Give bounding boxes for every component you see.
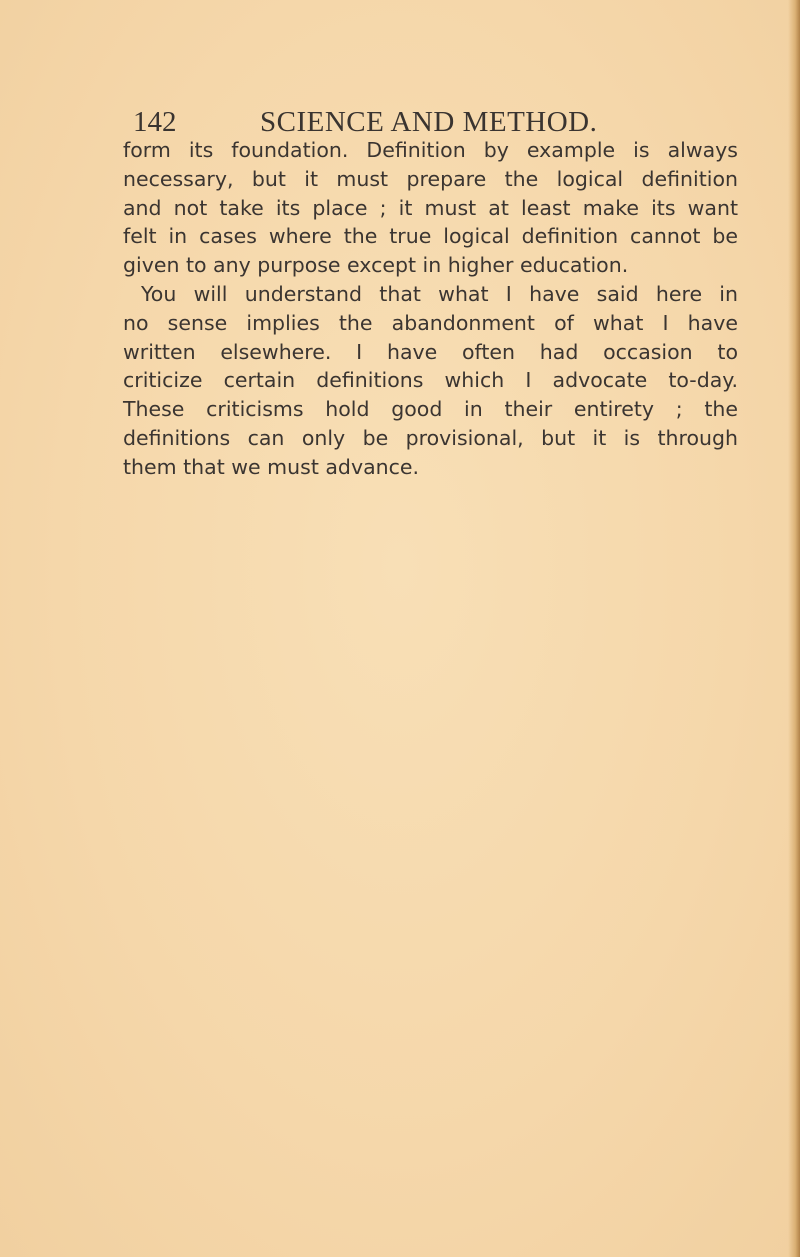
text-line: criticize certain definitions which I advocate to-day. <box>123 368 738 393</box>
text-line: form its foundation. Definition by example is always <box>123 138 738 162</box>
page-edge-shadow <box>788 0 800 1257</box>
page-number: 142 <box>133 106 177 138</box>
text-line: definitions can only be provisional, but it is through <box>123 425 738 450</box>
page-header <box>133 104 733 140</box>
text-line: You will understand that what I have said here in <box>141 281 738 306</box>
text-line: necessary, but it must prepare the logical definition <box>123 166 738 191</box>
text-line: written elsewhere. I have often had occasion to <box>123 339 738 364</box>
paragraph <box>123 136 738 280</box>
text-line: given to any purpose except in higher education. <box>123 253 629 278</box>
text-line: felt in cases where the true logical definition cannot be <box>123 224 738 249</box>
text-line: them that we must advance. <box>123 454 420 479</box>
body-text <box>123 136 738 482</box>
running-title: SCIENCE AND METHOD. <box>260 106 598 138</box>
text-line: These criticisms hold good in their entirety ; the <box>123 397 738 422</box>
paragraph <box>123 280 738 482</box>
text-line: and not take its place ; it must at least make its want <box>123 195 738 220</box>
text-line: no sense implies the abandonment of what I have <box>123 310 738 335</box>
